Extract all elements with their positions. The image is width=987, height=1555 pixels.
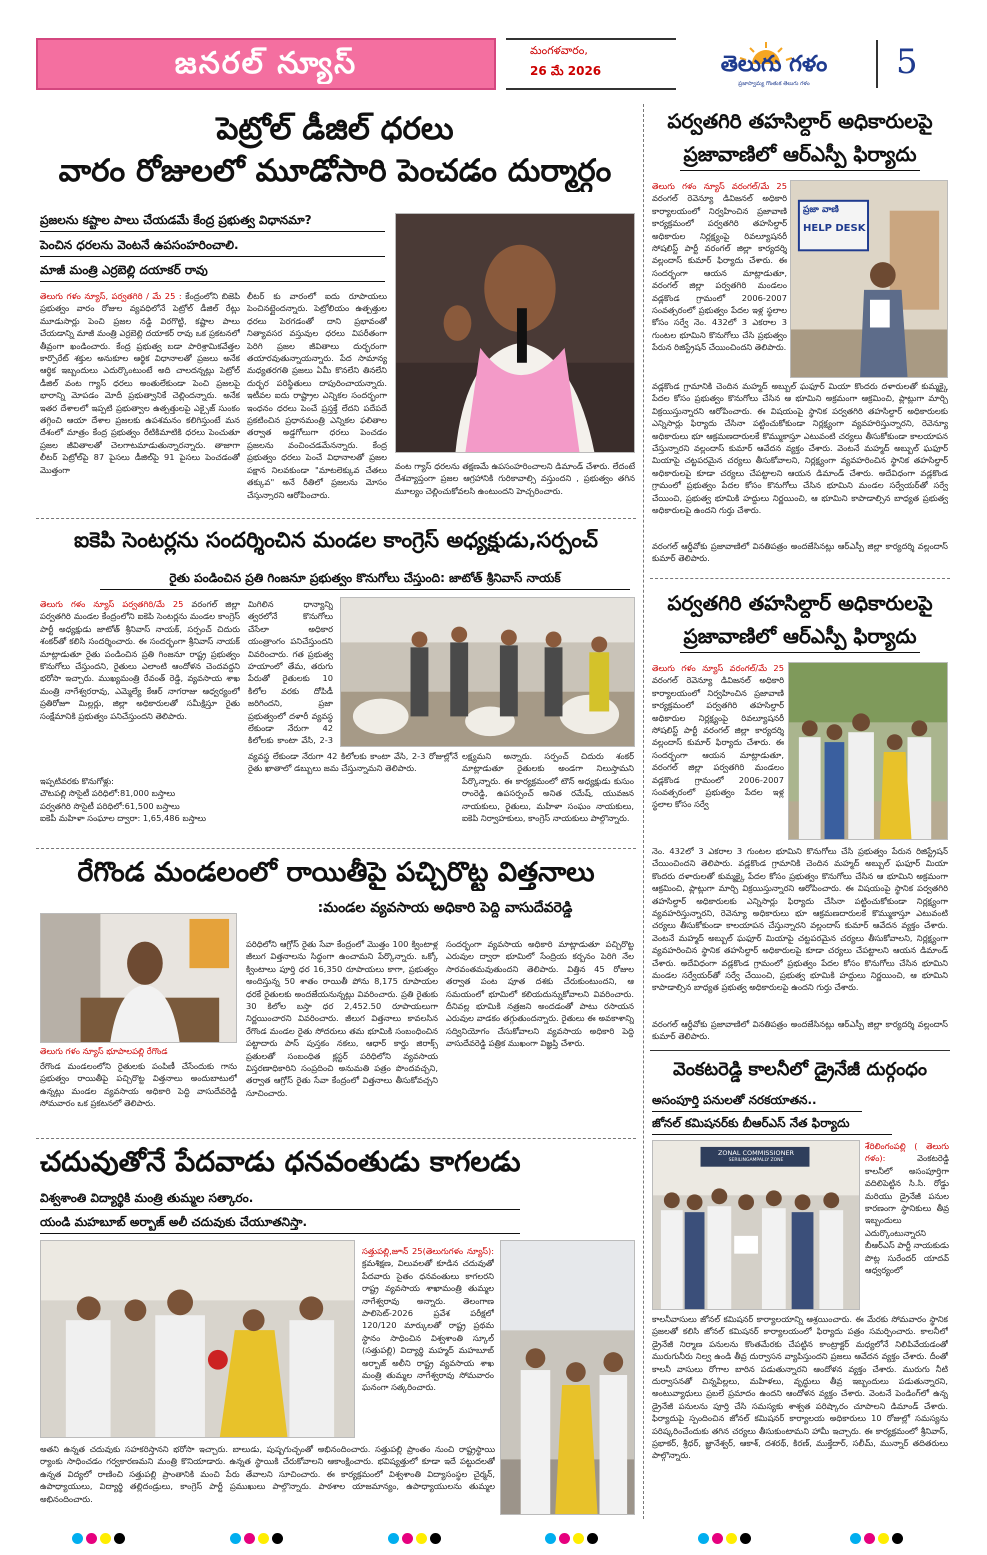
story3-subhead: :మండల వ్యవసాయ అధికారి పెద్ది వాసుదేవరెడ్డి [317,900,573,916]
story4-body-bottom: అతని ఉన్నత చదువుకు సహకరిస్తానని భరోసా ఇచ్చారు. బాలుడు, పుష్పగుచ్ఛంతో అభినందించారు. సత్తుపల్లి ప్రాంతం నుంచి రాష్ట్రస్థాయి ర్యాంకు సాధించడం గర్వకారణమని మంత్రి కొనియాడారు. ఉన్నత స్థాయికి చేరుకోవాలని ఆకాంక్షించారు. భవిష్యత్తులో కూడా ఇదే పట్టుదలతో ఉన్నత విద్యలో రాణించి సత్తుపల్లి ప్రాంతానికి మంచి పేరు తేవాలని సూచించారు. ఈ కార్యక్రమంలో విశ్వశాంతి విద్యాసంస్థల చైర్మన్, ఉపాధ్యాయులు, విద్యార్థి తల్లిదండ్రులు, కాంగ్రెస్ పార్టీ ప్రముఖులు పాల్గొన్నారు. పాఠశాల యాజమాన్యం, ఉపాధ్యాయులను తుమ్మల అభినందించారు. [40,1444,495,1504]
story6-column-full [652,845,948,1015]
registration-dot [559,1533,570,1544]
stat-item: చౌటపల్లి సొసైటీ పరిధిలో:81,000 బస్తాలు [40,788,176,799]
story4-body-1: క్రమశిక్షణ, విలువలతో కూడిన చదువుతో పేదవారు సైతం ధనవంతులు కాగలరని రాష్ట్ర వ్యవసాయ శాఖామంత్రి తుమ్మల నాగేశ్వరావు అన్నారు. తెలంగాణ పాలిసెట్-2026 ప్రవేశ పరీక్షలో 120/120 మార్కులతో రాష్ట్ర ప్రథమ స్థానం సాధించిన విశ్వశాంతి స్కూల్ (సత్తుపల్లి) విద్యార్థి మహ్మద్ మహబూబ్ అర్బాజ్ అలీని రాష్ట్ర వ్యవసాయ శాఖ మంత్రి తుమ్మల నాగేశ్వరావు సోమవారం ఘనంగా సత్కరించారు. [362,1258,494,1393]
story5-column-1 [652,180,787,380]
stat-item: ఐకెపీ మహిళా సంఘాల ద్వారా: 1,65,486 బస్తాలు [40,813,207,824]
story7-subhead-1: అసంపూర్తి పనులతో నరకయాతన.. [652,1092,862,1112]
story1-subhead-3: మాజీ మంత్రి ఎర్రబెల్లి దయాకర్ రావు [40,262,385,282]
story1-body-2: లీటర్ కు వారంలో ఐదు రూపాయలు పెంచినట్లైందన్నారు. పెట్రోలియం ఉత్పత్తుల ధరలు పెరగడంతో దాని ప్రభావంతో నిత్యావసర వస్తువుల ధరలు విపరీతంగా పెరిగి ప్రజల జీవితాలు దుర్భరంగా తయారవుతున్నాయన్నారు. పేద సామాన్య మధ్యతరగతి ప్రజలు ఏమీ కొనలేని తినలేని దుర్భర పరిస్థితులు దాపురించాయన్నారు. ఇటీవల ఐదు రాష్ట్రాల ఎన్నికల సందర్భంగా ఇంధనం ధరలు పెంచే ప్రస్తక్తే లేదని పదేపదే ప్రకటించిన ప్రధానమంత్రి ఎన్నికల ఫలితాల తర్వాత అడ్డగోలుగా ధరలు పెంచడం ప్రజలను వంచించడమేనన్నారు. కేంద్ర ప్రభుత్వం ధరలు పెంచే విధానాలతో ప్రజల పక్షాన నిలవకుండా "మాటలెక్కువ చేతలు తక్కువ" అనే రీతిలో ప్రజలను మోసం చేస్తున్నారని ఆరోపించారు. [247,291,387,500]
story7-photo-zonal-office [652,1140,860,1310]
story1-subhead-2: పెంచిన ధరలను వెంటనే ఉపసంహరించాలి. [40,237,385,257]
story4-subhead-2: యండి మహబూబ్ అర్బాజ్ అలీ చదువుకు చేయూతనిస్తా. [40,1214,520,1234]
registration-dot [698,1533,709,1544]
story2-column-3 [462,750,634,842]
story6-dateline: తెలుగు గళం న్యూస్ వరంగల్/మే 25 [652,663,784,673]
registration-dots [698,1533,751,1544]
story4-column-1 [362,1245,494,1438]
story6-headline-line2: ప్రజావాణిలో ఆర్ఎస్పీ ఫిర్యాదు [680,622,920,653]
story7-column-1 [865,1140,949,1310]
story5-dateline: తెలుగు గళం న్యూస్ వరంగల్/మే 25 [652,181,787,191]
story6-body-closing: వరంగల్ ఆర్డీవోకు ప్రజావాణిలో వినతిపత్రం అందజేసినట్లు ఆర్ఎస్పీ జిల్లా కార్యదర్శి వల్లందాస్ కుమార్ తెలిపారు. [652,1019,948,1042]
story2-column-2 [248,598,333,748]
column-separator [643,104,644,1519]
logo-tagline: ప్రజాస్వామ్య గొంతుక తెలుగు గళం [738,81,810,87]
story5-closing [652,540,948,568]
story1-subhead-1: ప్రజలను కష్టాల పాలు చేయడమే కేంద్ర ప్రభుత్వ విధానమా? [40,212,385,232]
page-number: 5 [896,42,918,82]
stats-title: ఇప్పటివరకు కొనుగోళ్లు: [40,776,114,786]
story1-dateline: తెలుగు గళం న్యూస్, పర్వతగిరి / మే 25 : [40,291,182,301]
story2-body-3: లక్ష్యమని అన్నారు. సర్పంచ్ చిదురు శంకర్ మాట్లాడుతూ రైతులకు అండగా నిలుస్తామని పేర్కొన్నారు. ఈ కార్యక్రమంలో టౌన్ అధ్యక్షుడు కుసుం రాంరెడ్డి, ఉపసర్పంచ్ అనిత రమేష్, యువజన నాయకులు, రైతులు, మహిళా సంఘం నాయకులు, ఐకెపి నిర్వాహకులు, కాంగ్రెస్ నాయకులు పాల్గొన్నారు. [462,751,634,824]
story4-dateline: సత్తుపల్లి,జూన్ 25(తెలుగుగళం న్యూస్): [362,1246,494,1256]
story1-photo-speaker [395,213,635,453]
divider [650,578,950,579]
registration-dot [244,1533,255,1544]
registration-dots [72,1533,125,1544]
story7-headline: వెంకటరెడ్డి కాలనీలో డ్రైనేజీ దుర్గంధం [672,1059,928,1080]
registration-dot [726,1533,737,1544]
story2-column-1 [40,598,240,773]
story2-body-2b: వ్యవస్థ లేకుండా నేరుగా 42 కిలోలకు కాంటా వేసి, 2-3 రోజుల్లోనే రైతు ఖాతాలో డబ్బులు జమ చేస్తున్నామని తెలిపారు. [248,751,458,774]
story5-body-1: వరంగల్ రెవెన్యూ డివిజనల్ అధికారి కార్యాలయంలో నిర్వహించిన ప్రజావాణి కార్యక్రమంలో పర్వతగిరి తహసిల్దార్ అధికారుల నిర్లక్ష్యంపై రివల్యూషనరీ సోషలిస్ట్ పార్టీ వరంగల్ జిల్లా కార్యదర్శి వల్లందాస్ కుమార్ ఫిర్యాదు చేశారు. ఈ సందర్భంగా ఆయన మాట్లాడుతూ, వరంగల్ జిల్లా పర్వతగిరి మండలం వడ్లకొండ గ్రామంలో 2006-2007 సంవత్సరంలో ప్రభుత్వం పేదల ఇళ్ల స్థలాల కోసం సర్వే నెం. 432లో 3 ఎకరాల 3 గుంటల భూమిని కొనుగోలు చేసి ప్రభుత్వం పేరున రిజిస్ట్రేషన్ చేయించిందని తెలిపారు. [652,193,787,353]
story3-column-1 [246,938,438,1133]
registration-dot [114,1533,125,1544]
story2-photo-grain-center [340,597,635,747]
story5-body-closing: వరంగల్ ఆర్డీవోకు ప్రజావాణిలో వినతిపత్రం అందజేసినట్లు ఆర్ఎస్పీ జిల్లా కార్యదర్శి వల్లందాస్ కుమార్ తెలిపారు. [652,541,948,564]
story2-headline: ఐకెపి సెంటర్లను సందర్శించిన మండల కాంగ్రెస్ అధ్యక్షుడు,సర్పంచ్ [74,528,598,552]
registration-dot [430,1533,441,1544]
story7-body-full: కాలనీవాసులు జోనల్ కమిషనర్ కార్యాలయాన్ని ఆశ్రయించారు. ఈ మేరకు సోమవారం స్థానిక ప్రజలతో కలిసి జోనల్ కమిషనర్ కార్యాలయంలో ఫిర్యాదు పత్రం సమర్పించారు. కాలనీలో డ్రైనేజీ నిర్మాణ పనులను కొంతమేరకు చేపట్టిన కాంట్రాక్టర్ మధ్యలోనే నిలిపివేయడంతో మురుగునీరు నిల్వ ఉండి తీవ్ర దుర్వాసన వ్యాపిస్తుందని ప్రజలు ఆవేదన వ్యక్తం చేశారు. దీంతో కాలనీ వాసులు రోగాల బారిన పడుతున్నారని ఆందోళన వ్యక్తం చేశారు. మురుగు నీటి దుర్వాసనతో చిన్నపిల్లలు, మహిళలు, వృద్ధులు తీవ్ర ఇబ్బందులు పడుతున్నారని, అంటువ్యాధులు ప్రబలే ప్రమాదం ఉందని ఆందోళన వ్యక్తం చేశారు. వెంటనే పెండింగ్‌లో ఉన్న డ్రైనేజీ పనులను పూర్తి చేసి సమస్యకు శాశ్వత పరిష్కారం చూపాలని డిమాండ్ చేశారు. ఫిర్యాదుపై స్పందించిన జోనల్ కమిషనర్ కార్యాలయ అధికారులు 10 రోజుల్లో సమస్యను పరిష్కరించేందుకు తగిన చర్యలు తీసుకుంటామని హామీ ఇచ్చారు. ఈ కార్యక్రమంలో శ్రీనివాస్, ప్రభాకర్, శ్రీధర్, జ్ఞానేశ్వర్, ఆకాశ్, దశరథ్, కిరణ్, ముక్తేదార్, సలీమ్, మున్నార్ తదితరులు పాల్గొన్నారు. [652,1314,948,1461]
registration-dot [850,1533,861,1544]
story4-photo-garland [500,1240,635,1515]
registration-dots [545,1533,598,1544]
story1-column-1 [40,290,240,500]
section-title: జనరల్ న్యూస్ [174,46,358,81]
registration-dot [587,1533,598,1544]
registration-dots [850,1533,903,1544]
registration-dot [402,1533,413,1544]
story3-body-2: సందర్భంగా వ్యవసాయ అధికారి మాట్లాడుతూ పచ్చిరొట్ట ఎరువుల ద్వారా భూమిలో సేంద్రియ కర్బనం పెరిగి నేల సారవంతమవుతుందని తెలిపారు. విత్తిన 45 రోజుల తర్వాత పంట పూత దశకు చేరుకుంటుందని, ఆ సమయంలో భూమిలో కలియదున్నుకోవాలని వివరించారు. దీనివల్ల భూమికి నత్రజని అందడంతో పాటు రసాయన ఎరువుల వాడకం తగ్గుతుందన్నారు. రైతులు ఈ అవకాశాన్ని సద్వినియోగం చేసుకోవాలని వ్యవసాయ అధికారి పెద్ది వాసుదేవరెడ్డి పత్రిక ముఖంగా విజ్ఞప్తి చేశారు. [446,939,634,1049]
registration-dot [416,1533,427,1544]
zonal-sign-text: ZONAL COMMISSIONER [717,1149,795,1157]
registration-dot [573,1533,584,1544]
helpdesk-sign-line1: ప్రజా వాణి [803,205,839,215]
registration-dots [230,1533,283,1544]
registration-dot [72,1533,83,1544]
story4-bottom [40,1443,495,1519]
story1-headline-line1: పెట్రోల్ డీజిల్ ధరలు [216,111,454,147]
issue-date: 26 మే 2026 [530,64,602,78]
story7-dateline: శేరిలింగంపల్లి ( తెలుగు గళం): [865,1141,949,1164]
story2-stats [40,775,240,843]
page-number-divider [876,40,878,88]
divider [36,1138,636,1139]
story3-column-0 [40,1060,237,1132]
registration-dot [545,1533,556,1544]
logo-text: తెలుగు గళం [720,52,828,77]
story3-headline: రేగొండ మండలంలో రాయితీపై పచ్చిరొట్ట విత్తనాలు [77,857,595,888]
story1-body-3: వంట గ్యాస్ ధరలను తక్షణమే ఉపసంహరించాలని డిమాండ్ చేశారు. లేదంటే దేశవ్యాప్తంగా ప్రజల ఆగ్రహానికి గురికావాల్సి వస్తుందని , ప్రభుత్వం తగిన మూల్యం చెల్లించుకోవలసి ఉంటుందని హెచ్చరించారు. [395,461,635,496]
stat-item: పర్వతగిరి సొసైటీ పరిధిలో:61,500 బస్తాలు [40,800,180,811]
story7-column-full [652,1313,948,1519]
story2-dateline: తెలుగు గళం న్యూస్ పర్వతగిరి/మే 25 [40,599,184,609]
story3-body-1: పరిధిలోని ఆగ్రోస్ రైతు సేవా కేంద్రంలో మొత్తం 100 క్వింటాళ్ల జీలుగ విత్తనాలను సిద్ధంగా ఉంచామని పేర్కొన్నారు. ఒక్కో క్వింటాలు పూర్తి ధర 16,350 రూపాయలు కాగా, ప్రభుత్వం అందిస్తున్న 50 శాతం రాయితీ పోను 8,175 రూపాయల ధరకే రైతులకు అందజేయనున్నట్లు వివరించారు. ప్రతి రైతుకు 30 కిలోల బస్తా ధర 2,452.50 రూపాయలుగా నిర్ణయించారని వివరించారు. జీలుగ విత్తనాలు కావలసిన రేగొండ మండల రైతు సోదరులు తమ భూమికి సంబంధించిన పట్టాదారు పాస్ పుస్తకం నకలు, ఆధార్ కార్డు జిరాక్స్ ప్రతులతో సంబంధిత క్లస్టర్ పరిధిలోని వ్యవసాయ విస్తరణాధికారిని సంప్రదించి అనుమతి పత్రం పొందవచ్చని, తర్వాత ఆగ్రోస్ రైతు సేవా కేంద్రంలో విత్తనాలు తీసుకోవచ్చని సూచించారు. [246,939,438,1098]
registration-dots [388,1533,441,1544]
story4-subhead-1: విశ్వశాంతి విద్యార్థికి మంత్రి తుమ్మల సత్కారం. [40,1190,520,1210]
registration-dot [864,1533,875,1544]
story5-headline-line2: ప్రజావాణిలో ఆర్ఎస్పీ ఫిర్యాదు [680,140,920,171]
registration-dot [100,1533,111,1544]
issue-day: మంగళవారం, [530,44,588,57]
story6-closing [652,1018,948,1044]
story3-photo-officer [40,913,237,1043]
story5-column-full [652,380,948,535]
story1-column-2 [247,290,387,500]
helpdesk-sign-line2: HELP DESK [803,223,866,234]
story6-body-full: నెం. 432లో 3 ఎకరాల 3 గుంటల భూమిని కొనుగోలు చేసి ప్రభుత్వం పేరున రిజిస్ట్రేషన్ చేయించిందని తెలిపారు. వడ్లకొండ గ్రామానికి చెందిన మహ్మద్ అబ్బుల్ ఘఫూర్ మియా కొందరు దళారులతో కుమ్మక్కై పేదల కోసం ప్రభుత్వం కొనుగోలు చేసిన ఆ భూమిని అక్రమంగా ఆక్రమించి, ప్లాట్లుగా మార్చి విక్రయిస్తున్నారని ఆరోపించారు. ఈ విషయంపై స్థానిక పర్వతగిరి తహసిల్దార్ అధికారులకు ఎన్నిసార్లు ఫిర్యాదు చేసినా పట్టించుకోకుండా నిర్లక్ష్యంగా వ్యవహరిస్తున్నారని, రెవెన్యూ అధికారులు భూ ఆక్రమణదారులకే కొమ్ముకాస్తూ ఎటువంటి చర్యలు తీసుకోకుండా కాలయాపన చేస్తున్నారని వల్లందాస్ కుమార్ ఆవేదన వ్యక్తం చేశారు. వెంటనే మహ్మద్ అబ్బుల్ ఘఫూర్ మియాపై చట్టపరమైన చర్యలు తీసుకోవాలని, నిర్లక్ష్యంగా వ్యవహరించిన స్థానిక తహసిల్దార్ అధికారులపై కూడా చర్యలు చేపట్టాలని ఆయన డిమాండ్ చేశారు. అదేవిధంగా వడ్లకొండ గ్రామంలో ప్రభుత్వం పేదల కోసం కొనుగోలు చేసిన భూమిని మండల సర్వేయర్‌తో సర్వే చేయించి, ప్రభుత్వ భూమికి హద్దులు నిర్ణయించి, ఆ భూమిని కాపాడాల్సిన బాధ్యత ప్రభుత్వ అధికారులపై ఉందని గుర్తు చేశారు. [652,846,948,993]
story4-photo-felicitation [40,1240,355,1438]
registration-dot [86,1533,97,1544]
registration-dot [230,1533,241,1544]
story1-body-1: కేంద్రంలోని బిజెపి ప్రభుత్వం వారం రోజుల వ్యవధిలోనే పెట్రోల్ డీజిల్ రేట్లు మూడుసార్లు పెంచి ప్రజల నడ్డి విరగొట్టి, కష్టాల పాలు చేయడాన్ని మాజీ మంత్రి ఎర్రబెల్లి దయాకర్ రావు ఒక ప్రకటనలో తీవ్రంగా ఖండించారు. కేంద్ర ప్రభుత్వ బడా పారిశ్రామికవేత్తల కార్పొరేట్ శక్తుల అనుకూల ఆర్థిక విధానాలతో ప్రజలు అనేక ఆర్థిక ఇబ్బందులు ఎదుర్కొంటుంటే అది చాలదన్నట్లు పెట్రోల్ డీజిల్ వంట గ్యాస్ ధరలు అంతులేకుండా పెంచి ప్రజలపై భారాన్ని మోపడం మోదీ ప్రభుత్వానికే చెల్లిందన్నారు. అనేక ఇతర దేశాలలో ఇప్పటి ప్రభుత్వాల ఉత్పత్తులపై ఎక్సైజ్ సుంకం తగ్గించి ఆయా దేశాల ప్రజలకు ఉపశమనం కలిగిస్తుంటే మన దేశంలో మాత్రం కేంద్ర ప్రభుత్వం రేటికిమాటికి ధరలు పెంచుతూ ప్రజల జీవితాలతో చెలగాటమాడుతున్నారన్నారు. తాజాగా లీటర్ పెట్రోల్‌పై 87 పైసలు డీజిల్‌పై 91 పైసలు పెంచడంతో మొత్తంగా [40,291,240,475]
story6-photo-group [788,662,948,840]
registration-dot [272,1533,283,1544]
story1-column-3 [395,460,635,500]
story3-body-0: రేగొండ మండలంలోని రైతులకు పంపిణీ చేసేందుకు గాను ప్రభుత్వం రాయితీపై పచ్చిరొట్ట విత్తనాలు అందుబాటులో ఉన్నట్లు మండల వ్యవసాయ అధికారి పెద్ది వాసుదేవరెడ్డి సోమవారం ఒక ప్రకటనలో తెలిపారు. [40,1061,237,1109]
story2-body-1: వరంగల్ జిల్లా పర్వతగిరి మండల కేంద్రంలోని ఐకెపి సెంటర్లను మండల కాంగ్రెస్ పార్టీ అధ్యక్షుడు జాటోత్ శ్రీనివాస్ నాయక్, సర్పంచ్ చిదురు శంకర్‌తో కలిసి సందర్శించారు. ఈ సందర్భంగా శ్రీనివాస్ నాయక్ మాట్లాడుతూ రైతు పండించిన ప్రతి గింజనూ రాష్ట్ర ప్రభుత్వం కొనుగోలు చేస్తుందని, రైతులు ఎలాంటి ఆందోళన చెందవద్దని భరోసా ఇచ్చారు. ముఖ్యమంత్రి రేవంత్ రెడ్డి, వ్యవసాయ శాఖ మంత్రి నాగేశ్వరరావు, ఎమ్మెల్యే కేఆర్ నాగరాజు ఆధ్వర్యంలో ప్రతిరోజూ మిల్లర్లు, జిల్లా అధికారులతో సమీక్షిస్తూ రైతు సంక్షేమానికి ప్రభుత్వం పనిచేస్తుందని తెలిపారు. [40,599,240,721]
zonal-sign-sub: SERILINGAMPALLY ZONE [728,1158,784,1163]
registration-dot [258,1533,269,1544]
story6-column-1 [652,662,784,842]
masthead [36,38,954,94]
registration-dot [712,1533,723,1544]
story3-column-2 [446,938,634,1133]
divider [650,1050,950,1051]
story7-subhead-2: జోనల్ కమిషనర్‌కు బీఆర్ఎస్ నేత ఫిర్యాదు [652,1115,892,1135]
story2-subhead: రైతు పండించిన ప్రతి గింజనూ ప్రభుత్వం కొనుగోలు చేస్తుంది: జాటోత్ శ్రీనివాస్ నాయక్ [100,570,630,590]
story4-headline: చదువుతోనే పేదవాడు ధనవంతుడు కాగలడు [40,1145,521,1178]
registration-dot [388,1533,399,1544]
story1-headline-line2: వారం రోజులలో మూడోసారి పెంచడం దుర్మార్గం [58,153,612,189]
registration-dot [878,1533,889,1544]
story2-column-2b [248,750,458,842]
story5-body-full: వడ్లకొండ గ్రామానికి చెందిన మహ్మద్ అబ్బుల్ ఘఫూర్ మియా కొందరు దళారులతో కుమ్మక్కై పేదల కోసం ప్రభుత్వం కొనుగోలు చేసిన ఆ భూమిని అక్రమంగా ఆక్రమించి, ప్లాట్లుగా మార్చి విక్రయిస్తున్నారని ఆరోపించారు. ఈ విషయంపై స్థానిక పర్వతగిరి తహసిల్దార్ అధికారులకు ఎన్నిసార్లు ఫిర్యాదు చేసినా పట్టించుకోకుండా నిర్లక్ష్యంగా వ్యవహరిస్తున్నారని, రెవెన్యూ అధికారులు భూ ఆక్రమణదారులకే కొమ్ముకాస్తూ ఎటువంటి చర్యలు తీసుకోకుండా కాలయాపన చేస్తున్నారని వల్లందాస్ కుమార్ ఆవేదన వ్యక్తం చేశారు. వెంటనే మహ్మద్ అబ్బుల్ ఘఫూర్ మియాపై చట్టపరమైన చర్యలు తీసుకోవాలని, నిర్లక్ష్యంగా వ్యవహరించిన స్థానిక తహసిల్దార్ అధికారులపై కూడా చర్యలు చేపట్టాలని ఆయన డిమాండ్ చేశారు. అదేవిధంగా వడ్లకొండ గ్రామంలో ప్రభుత్వం పేదల కోసం కొనుగోలు చేసిన భూమిని మండల సర్వేయర్‌తో సర్వే చేయించి, ప్రభుత్వ భూమికి హద్దులు నిర్ణయించి, ఆ భూమిని కాపాడాల్సిన బాధ్యత ప్రభుత్వ అధికారులపై ఉందని గుర్తు చేశారు. [652,381,948,516]
story6-headline-line1: పర్వతగిరి తహసిల్దార్ అధికారులపై [667,591,933,615]
divider [36,848,636,849]
story7-body-1: వెంకటరెడ్డి కాలనీలో అసంపూర్తిగా వదిలిపెట్టిన సి.సి. రోడ్డు మరియు డ్రైనేజీ పనుల కారణంగా స్థానికులు తీవ్ర ఇబ్బందులు ఎదుర్కొంటున్నారని బీఆర్ఎస్ పార్టీ నాయకుడు పొట్ల సురేందర్ యాదవ్ ఆధ్వర్యంలో [865,1153,949,1276]
story6-body-1: వరంగల్ రెవెన్యూ డివిజనల్ అధికారి కార్యాలయంలో నిర్వహించిన ప్రజావాణి కార్యక్రమంలో పర్వతగిరి తహసిల్దార్ అధికారుల నిర్లక్ష్యంపై రివల్యూషనరీ సోషలిస్ట్ పార్టీ వరంగల్ జిల్లా కార్యదర్శి వల్లందాస్ కుమార్ ఫిర్యాదు చేశారు. ఈ సందర్భంగా ఆయన మాట్లాడుతూ, వరంగల్ జిల్లా పర్వతగిరి మండలం వడ్లకొండ గ్రామంలో 2006-2007 సంవత్సరంలో ప్రభుత్వం పేదల ఇళ్ల స్థలాల కోసం సర్వే [652,675,784,810]
story5-headline-line1: పర్వతగిరి తహసిల్దార్ అధికారులపై [667,109,933,133]
story3-photo-caption: తెలుగు గళం న్యూస్ భూపాలపల్లి రేగొండ [40,1046,168,1056]
story2-body-2: మిగిలిన ధాన్యాన్ని త్వరలోనే కొనుగోలు చేసేలా అధికార యంత్రాంగం పనిచేస్తుందని వివరించారు. గత ప్రభుత్వ హయాంలో తేమ, తరుగు పేరుతో రైతులకు 10 కిలోల వరకు దోపిడీ జరిగిందని, ప్రజా ప్రభుత్వంలో దళారీ వ్యవస్థ లేకుండా నేరుగా 42 కిలోలకు కాంటా వేసి, 2-3 [248,599,333,746]
divider [36,518,636,519]
registration-dot [740,1533,751,1544]
registration-dot [892,1533,903,1544]
story5-photo-helpdesk [790,180,948,378]
